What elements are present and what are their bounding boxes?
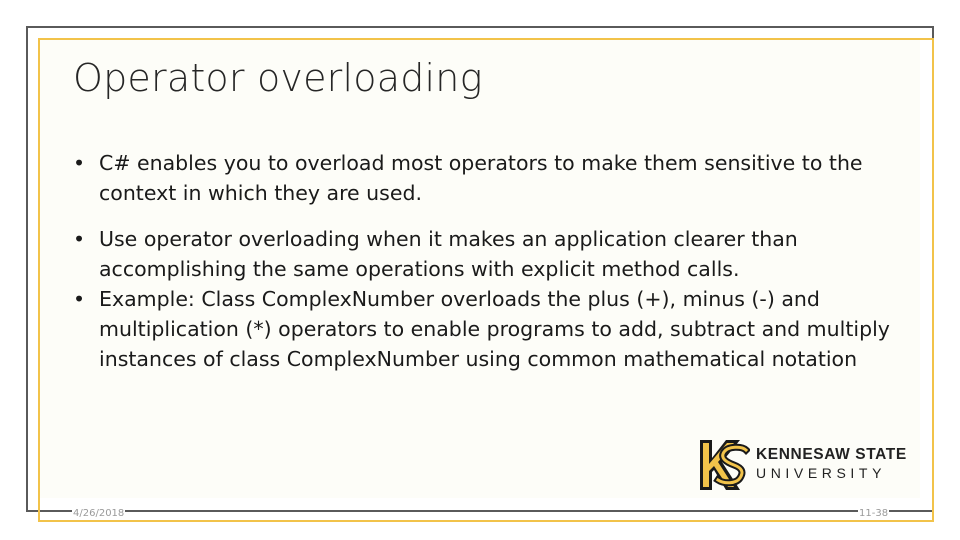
bullet-item <box>73 148 893 208</box>
footer-date: 4/26/2018 <box>73 508 125 519</box>
bullet-marker: • <box>73 151 86 175</box>
bullet-list <box>73 148 893 374</box>
bullet-text: Example: Class ComplexNumber overloads the plus (+), minus (-) and multiplication (*) operators to enable programs to add, subtract and multiply instances of class ComplexNumber using common mathematical notation <box>99 287 890 371</box>
bullet-marker: • <box>73 287 86 311</box>
bullet-marker: • <box>73 227 86 251</box>
bullet-item <box>73 284 893 374</box>
slide-title: Operator overloading <box>73 56 483 100</box>
logo-line-2: UNIVERSITY <box>756 465 887 481</box>
bullet-text: C# enables you to overload most operators to make them sensitive to the context in which they are used. <box>99 151 863 205</box>
university-logo <box>698 438 908 492</box>
bullet-item <box>73 224 893 284</box>
footer-page-number: 11-38 <box>859 508 889 519</box>
ks-monogram-icon <box>698 438 750 492</box>
logo-line-1: KENNESAW STATE <box>756 446 907 463</box>
bullet-text: Use operator overloading when it makes an application clearer than accomplishing the same operations with explicit method calls. <box>99 227 798 281</box>
